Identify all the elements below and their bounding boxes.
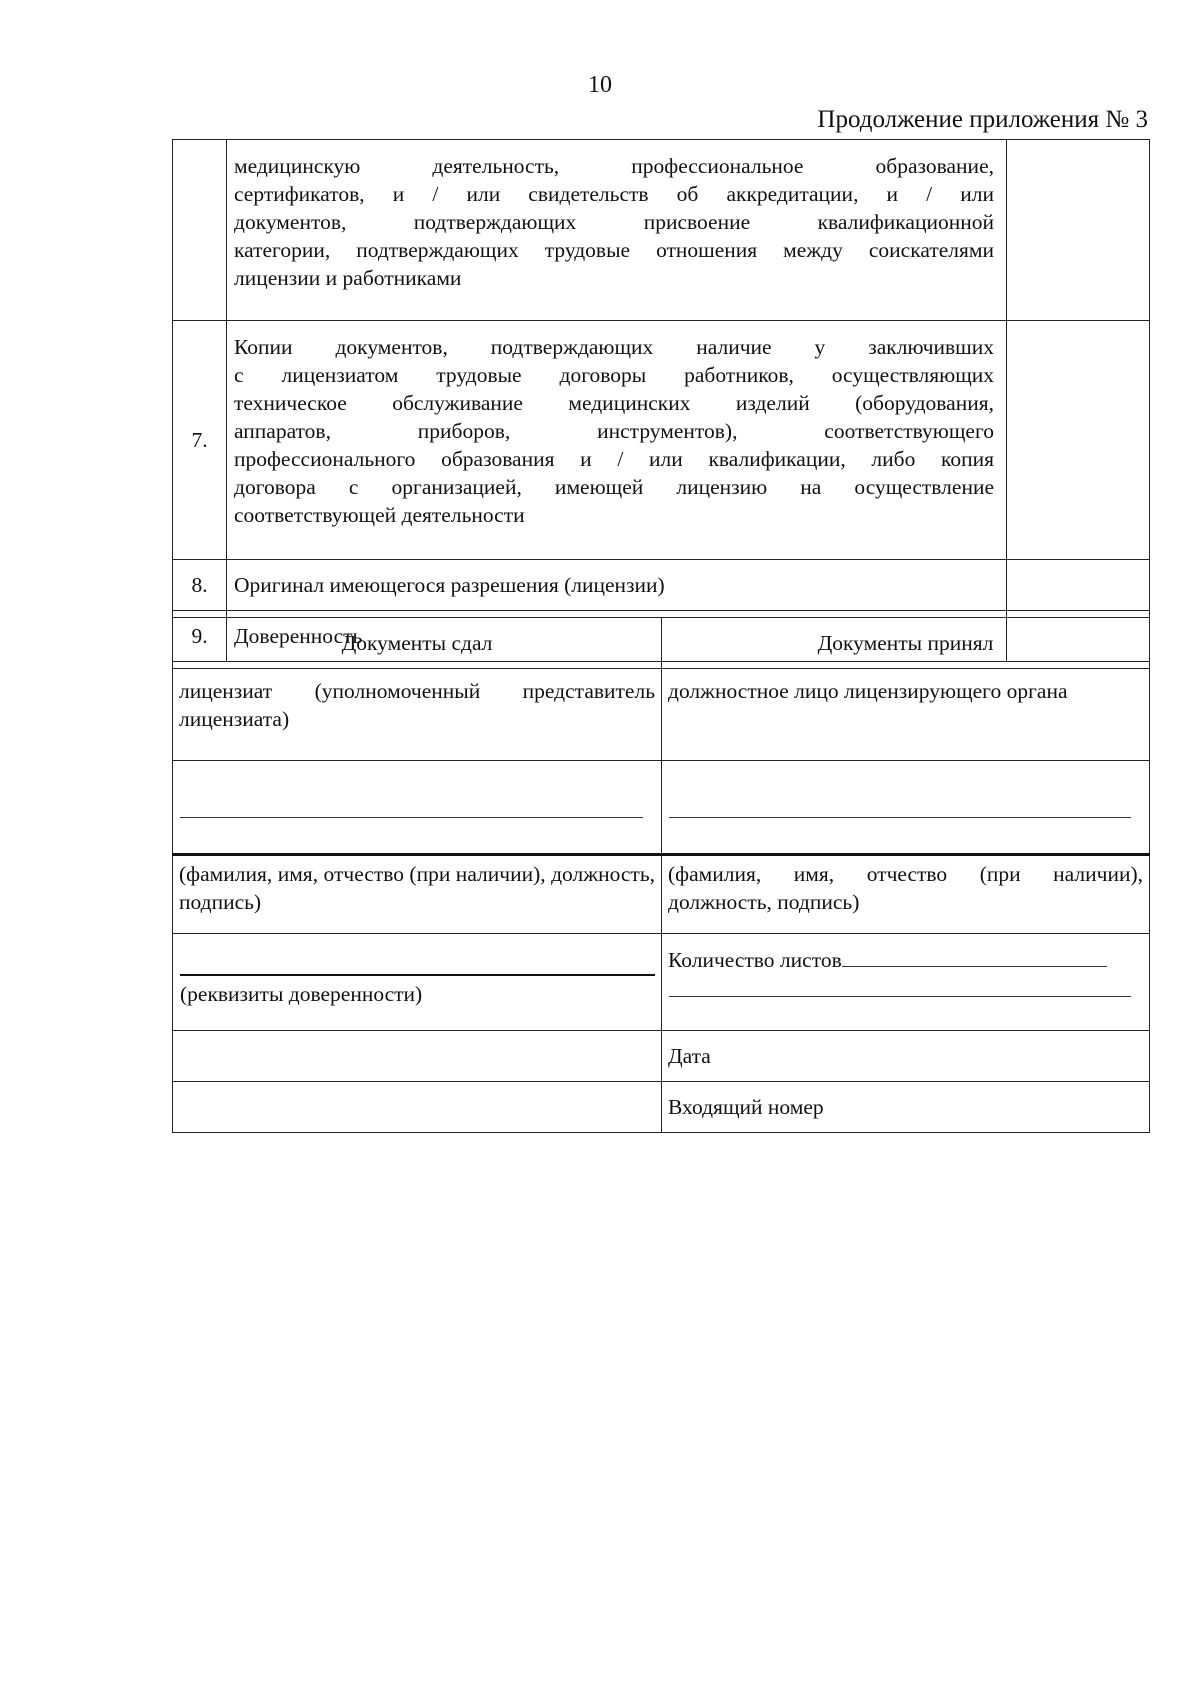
empty-cell (173, 1031, 662, 1082)
description-line: техническое обслуживание медицинских изделий (оборудования, (234, 391, 994, 415)
power-of-attorney-row (173, 934, 1150, 1031)
date-label[interactable]: Дата (662, 1031, 1150, 1082)
description-line: медицинскую деятельность, профессиональное образование, (234, 154, 994, 178)
row-number: 8. (173, 560, 227, 611)
incoming-number-label[interactable]: Входящий номер (662, 1082, 1150, 1133)
description-line: Копии документов, подтверждающих наличие у заключивших (234, 335, 994, 359)
description-line: категории, подтверждающих трудовые отношения между соискателями (234, 238, 994, 262)
signature-header-row (173, 618, 1150, 669)
sheet-count-row (668, 944, 1133, 974)
power-of-attorney-caption: (реквизиты доверенности) (180, 982, 423, 1006)
signature-underline (669, 817, 1131, 818)
date-row (173, 1031, 1150, 1082)
submitted-by-header: Документы сдал (173, 618, 662, 669)
page-number: 10 (588, 72, 612, 98)
sheet-count-underline[interactable] (842, 944, 1107, 967)
signature-role-row (173, 669, 1150, 761)
row-description (227, 140, 1007, 321)
signature-caption-row (173, 855, 1150, 934)
official-role: должностное лицо лицензирующего органа (662, 669, 1150, 761)
accepted-by-header: Документы принял (662, 618, 1150, 669)
document-list-table (172, 139, 1150, 662)
description-line: лицензии и работниками (234, 266, 462, 290)
description-line: профессионального образования и / или квалификации, либо копия (234, 447, 994, 471)
sheet-count-second-underline (669, 996, 1131, 997)
sheet-count-field[interactable] (662, 934, 1150, 1031)
signature-table (172, 617, 1150, 1133)
incoming-number-row (173, 1082, 1150, 1133)
row-description: Оригинал имеющегося разрешения (лицензии) (227, 560, 1007, 611)
row-mark-cell (1007, 140, 1150, 321)
row-description (227, 321, 1007, 560)
description-line: сертификатов, и / или свидетельств об аккредитации, и / или (234, 182, 994, 206)
power-of-attorney-field[interactable] (173, 934, 662, 1031)
appendix-continuation-heading: Продолжение приложения № 3 (817, 106, 1148, 133)
licensee-fio-caption: (фамилия, имя, отчество (при наличии), должность, подпись) (173, 855, 662, 934)
licensee-role: лицензиат (уполномоченный представитель лицензиата) (173, 669, 662, 761)
table-row (173, 321, 1150, 560)
row-number (173, 140, 227, 321)
description-line: соответствующей деятельности (234, 503, 525, 527)
official-fio-caption: (фамилия, имя, отчество (при наличии), должность, подпись) (662, 855, 1150, 934)
row-number: 7. (173, 321, 227, 560)
signature-line-row (173, 761, 1150, 855)
table-row (173, 140, 1150, 321)
description-line: с лицензиатом трудовые договоры работников, осуществляющих (234, 363, 994, 387)
description-line: аппаратов, приборов, инструментов), соответствующего (234, 419, 994, 443)
row-mark-cell (1007, 560, 1150, 611)
description-line: документов, подтверждающих присвоение квалификационной (234, 210, 994, 234)
power-of-attorney-underline (180, 974, 655, 976)
table-row (173, 560, 1150, 611)
official-signature-field[interactable] (662, 761, 1150, 855)
description-line: договора с организацией, имеющей лицензию на осуществление (234, 475, 994, 499)
empty-cell (173, 1082, 662, 1133)
signature-underline (180, 817, 643, 818)
row-mark-cell (1007, 321, 1150, 560)
row-number: 9. (173, 611, 227, 662)
licensee-signature-field[interactable] (173, 761, 662, 855)
row-description: Доверенность (227, 611, 1007, 662)
sheet-count-label: Количество листов (668, 948, 842, 972)
